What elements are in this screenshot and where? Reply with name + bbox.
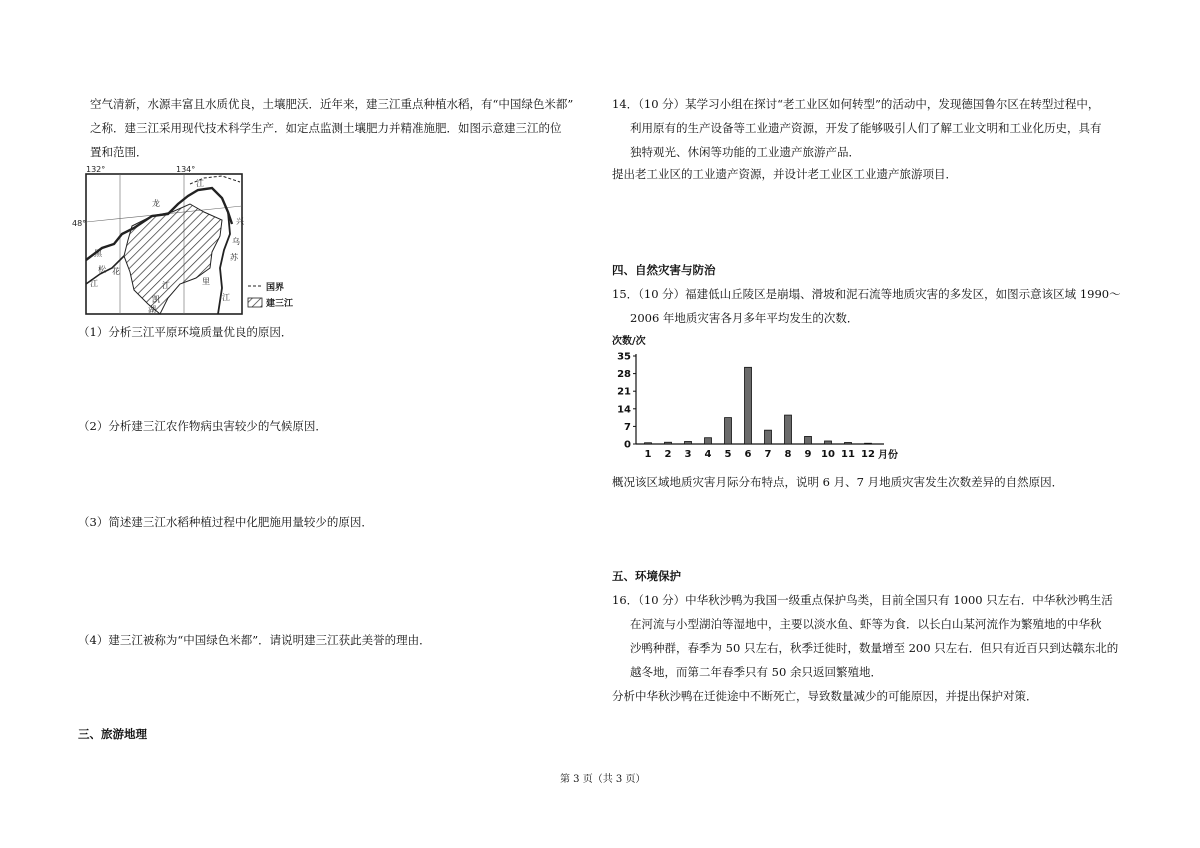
chart-xlabel: 月份 — [878, 450, 898, 461]
chart-y-tick-label: 28 — [617, 369, 631, 381]
chart-y-tick-label: 35 — [617, 351, 631, 363]
chart-bar — [825, 441, 832, 444]
q15-ask: 概况该区域地质灾害月际分布特点，说明 6 月、7 月地质灾害发生次数差异的自然原因． — [612, 475, 1064, 489]
chart-bar — [785, 415, 792, 444]
chart-bar — [725, 418, 732, 444]
section-5-heading: 五、环境保护 — [612, 569, 681, 583]
place-label: 苏 — [230, 253, 238, 262]
chart-x-tick-label: 6 — [744, 449, 752, 460]
place-label: 兴 — [236, 217, 244, 226]
chart-x-tick-label: 7 — [764, 449, 772, 460]
chart-bar — [845, 442, 852, 444]
chart-bar — [685, 441, 692, 444]
section-4-heading: 四、自然灾害与防治 — [612, 263, 716, 277]
q16-line-2: 在河流与小型湖泊等湿地中，主要以淡水鱼、虾等为食．以长白山某河流作为繁殖地的中华秋 — [630, 617, 1102, 631]
disaster-bar-chart — [610, 332, 910, 462]
legend-area-label: 建三江 — [266, 299, 294, 309]
q14-line-3: 独特观光、休闲等功能的工业遗产旅游产品． — [630, 145, 860, 159]
chart-x-tick-label: 9 — [804, 449, 812, 460]
q16-line-4: 越冬地，而第二年春季只有 50 余只返回繁殖地． — [630, 665, 882, 679]
chart-x-tick-label: 8 — [784, 449, 792, 460]
sanjiang-map — [72, 164, 302, 320]
lon-label-132: 132° — [86, 165, 106, 174]
legend-area-symbol — [248, 298, 262, 307]
q16-line-3: 沙鸭种群，春季为 50 只左右，秋季迁徙时，数量增至 200 只左右．但只有近百只到达赣东北的 — [630, 641, 1119, 655]
place-label: 里 — [202, 277, 210, 286]
lon-label-134: 134° — [176, 165, 196, 174]
intro-line-3: 置和范围． — [90, 145, 148, 159]
chart-bar — [865, 443, 872, 444]
intro-line-1: 空气清新，水源丰富且水质优良，土壤肥沃．近年来，建三江重点种植水稻，有“中国绿色米都” — [90, 97, 574, 111]
place-label: 江 — [196, 179, 204, 188]
question-1: （1）分析三江平原环境质量优良的原因． — [78, 325, 293, 339]
chart-bar — [745, 367, 752, 444]
place-label: 江 — [162, 281, 170, 290]
chart-y-tick-label: 21 — [617, 386, 631, 398]
chart-bar — [805, 436, 812, 444]
place-label: 湖 — [148, 305, 156, 314]
question-2: （2）分析建三江农作物病虫害较少的气候原因． — [78, 419, 327, 433]
chart-x-tick-label: 10 — [821, 449, 835, 460]
place-label: 黑 — [94, 249, 102, 258]
q14-line-2: 利用原有的生产设备等工业遗产资源，开发了能够吸引人们了解工业文明和工业化历史，具有 — [630, 121, 1102, 135]
chart-y-tick-label: 14 — [617, 404, 631, 416]
place-label: 松 — [98, 265, 106, 274]
place-label: 凯 — [152, 295, 160, 304]
chart-x-tick-label: 5 — [724, 449, 732, 460]
lat-label-48: 48° — [72, 219, 87, 228]
question-3: （3）简述建三江水稻种植过程中化肥施用量较少的原因． — [78, 515, 373, 529]
q14-line-1: 14．（10 分）某学习小组在探讨“老工业区如何转型”的活动中，发现德国鲁尔区在转型过程中， — [612, 97, 1100, 111]
place-label: 花 — [112, 267, 120, 276]
chart-y-tick-label: 0 — [624, 439, 631, 451]
intro-line-2: 之称．建三江采用现代技术科学生产．如定点监测土壤肥力并精准施肥．如图示意建三江的位 — [90, 121, 562, 135]
chart-ylabel: 次数/次 — [612, 336, 646, 347]
chart-bar — [665, 442, 672, 444]
q15-line-1: 15．（10 分）福建低山丘陵区是崩塌、滑坡和泥石流等地质灾害的多发区，如图示意该区域 1990～ — [612, 287, 1121, 301]
chart-y-tick-label: 7 — [624, 421, 631, 433]
legend-border-label: 国界 — [266, 283, 285, 293]
page-footer: 第 3 页（共 3 页） — [560, 774, 646, 785]
section-3-heading: 三、旅游地理 — [78, 727, 147, 741]
q14-ask: 提出老工业区的工业遗产资源，并设计老工业区工业遗产旅游项目． — [612, 167, 957, 181]
chart-x-tick-label: 2 — [664, 449, 672, 460]
place-label: 江 — [90, 279, 98, 288]
chart-bar — [765, 430, 772, 444]
chart-bar — [705, 438, 712, 444]
question-4: （4）建三江被称为“中国绿色米都”．请说明建三江获此美誉的理由． — [78, 633, 431, 647]
q16-line-1: 16．（10 分）中华秋沙鸭为我国一级重点保护鸟类，目前全国只有 1000 只左右．中华秋沙鸭生活 — [612, 593, 1113, 607]
chart-x-tick-label: 3 — [684, 449, 692, 460]
place-label: 江 — [222, 293, 230, 302]
place-label: 乌 — [232, 237, 240, 246]
chart-bar — [645, 443, 652, 444]
chart-x-tick-label: 1 — [644, 449, 652, 460]
chart-x-tick-label: 4 — [704, 449, 712, 460]
chart-x-tick-label: 11 — [841, 449, 855, 460]
chart-x-tick-label: 12 — [861, 449, 875, 460]
q16-ask: 分析中华秋沙鸭在迁徙途中不断死亡，导致数量减少的可能原因，并提出保护对策． — [612, 689, 1038, 703]
place-label: 龙 — [152, 199, 160, 208]
q15-line-2: 2006 年地质灾害各月多年平均发生的次数． — [630, 311, 859, 325]
